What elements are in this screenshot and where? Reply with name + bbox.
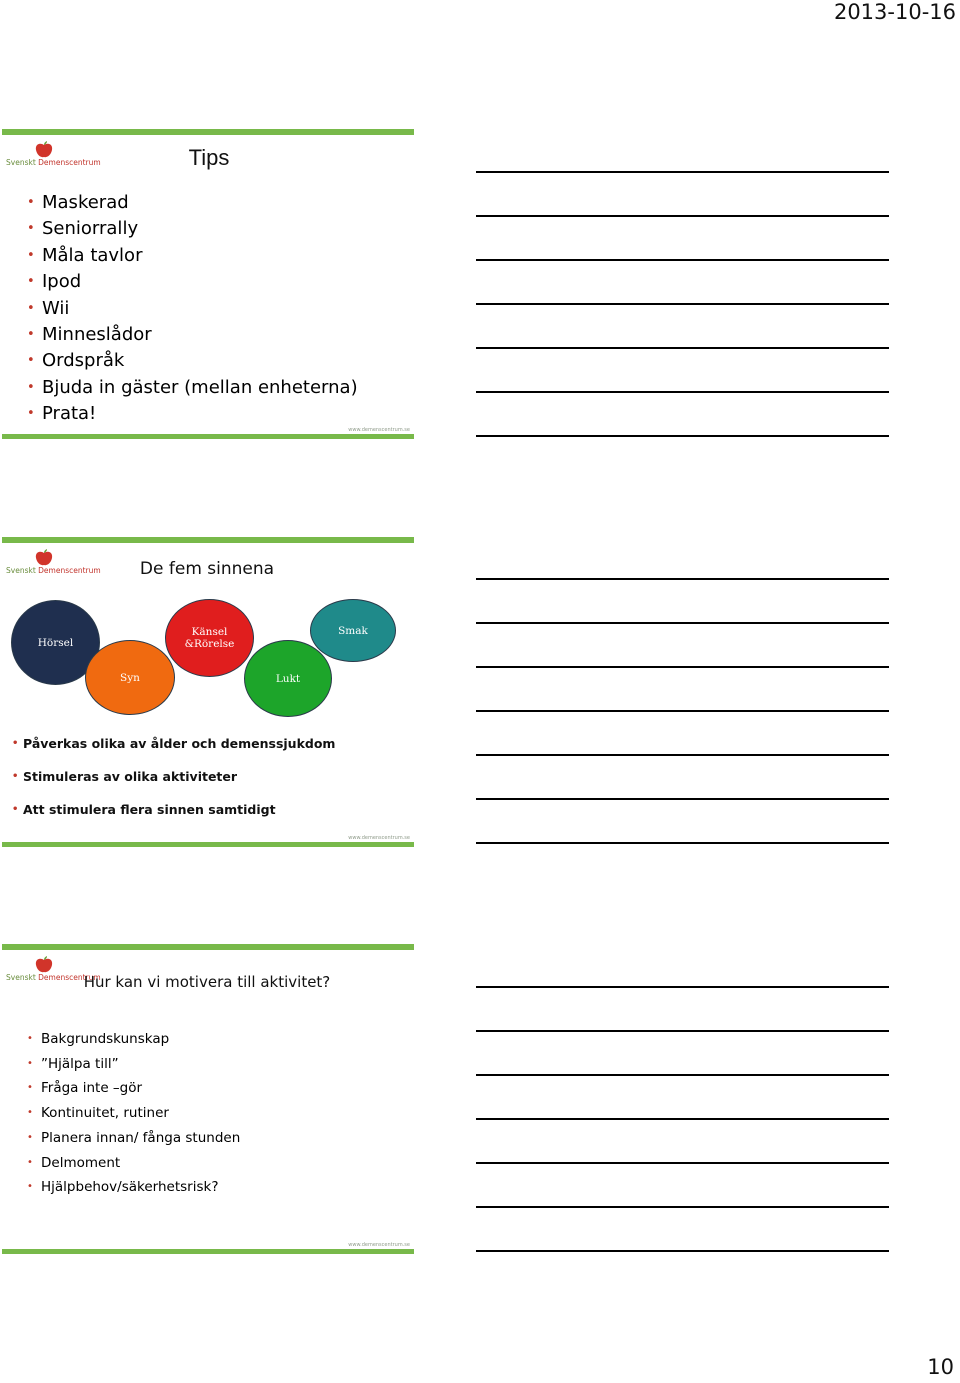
list-item: • Ipod	[42, 269, 358, 295]
note-line	[476, 842, 889, 844]
slide-title-text: Tips	[188, 145, 230, 170]
list-item: • Delmoment	[41, 1151, 240, 1176]
note-line	[476, 1074, 889, 1076]
list-item: • Fråga inte –gör	[41, 1076, 240, 1101]
list-item: • Bjuda in gäster (mellan enheterna)	[42, 375, 358, 401]
note-line	[476, 391, 889, 393]
note-line	[476, 215, 889, 217]
slide-title	[0, 973, 414, 991]
sense-circle-lukt	[244, 640, 332, 717]
note-line	[476, 171, 889, 173]
slide-title	[0, 145, 414, 171]
note-line	[476, 754, 889, 756]
note-line	[476, 303, 889, 305]
note-line	[476, 798, 889, 800]
footer-url: www.demenscentrum.se	[348, 835, 410, 841]
slide-bottom-bar	[2, 434, 414, 439]
sense-label: Lukt	[275, 672, 301, 685]
page-number: 10	[927, 1355, 954, 1379]
slide-title	[0, 559, 414, 579]
slide-top-bar	[2, 944, 414, 950]
sense-label-secondary: &Rörelse	[184, 638, 235, 650]
list-item: • Hjälpbehov/säkerhetsrisk?	[41, 1175, 240, 1200]
note-line	[476, 666, 889, 668]
list-item: • Bakgrundskunskap	[41, 1027, 240, 1052]
apple-logo-icon	[34, 956, 54, 974]
list-item: • ”Hjälpa till”	[41, 1052, 240, 1077]
list-item: • Ordspråk	[42, 348, 358, 374]
slide-top-bar	[2, 537, 414, 543]
list-item: • Måla tavlor	[42, 243, 358, 269]
slide-bottom-bar	[2, 1249, 414, 1254]
note-line	[476, 1118, 889, 1120]
list-item: • Seniorrally	[42, 216, 358, 242]
list-item: • Prata!	[42, 401, 358, 427]
footer-url: www.demenscentrum.se	[348, 427, 410, 433]
list-item: • Planera innan/ fånga stunden	[41, 1126, 240, 1151]
header-date: 2013-10-16	[833, 0, 956, 24]
slide-five-senses	[0, 537, 414, 847]
slide-title-text: De fem sinnena	[139, 559, 275, 579]
sense-label: Smak	[338, 624, 368, 637]
bullet-list	[41, 1027, 240, 1200]
logo-text-red: Demenscentrum	[38, 158, 101, 167]
sense-circle-syn	[85, 640, 175, 715]
note-line	[476, 347, 889, 349]
list-item: • Maskerad	[42, 190, 358, 216]
sense-circle-smak	[310, 599, 396, 662]
slide-title-text: Hur kan vi motivera till aktivitet?	[83, 973, 331, 991]
bullet-list	[42, 190, 358, 428]
bullet-list	[23, 727, 335, 826]
logo-text-green: Svenskt	[6, 973, 39, 982]
note-line	[476, 1162, 889, 1164]
note-line	[476, 1206, 889, 1208]
slide-motivation	[0, 944, 414, 1254]
logo-text-green: Svenskt	[6, 158, 39, 167]
list-item: • Minneslådor	[42, 322, 358, 348]
note-line	[476, 578, 889, 580]
note-line	[476, 1250, 889, 1252]
footer-url: www.demenscentrum.se	[348, 1242, 410, 1248]
slide-tips	[0, 129, 414, 439]
sense-label: Hörsel	[37, 636, 74, 649]
sense-circle-kansel	[165, 599, 254, 677]
note-line	[476, 435, 889, 437]
slide-top-bar	[2, 129, 414, 135]
list-item: • Wii	[42, 296, 358, 322]
note-line	[476, 622, 889, 624]
list-item: • Påverkas olika av ålder och demenssjukdom	[23, 727, 335, 760]
list-item: • Stimuleras av olika aktiviteter	[23, 760, 335, 793]
note-line	[476, 259, 889, 261]
note-line	[476, 986, 889, 988]
sense-label: Känsel	[191, 626, 228, 638]
slide-bottom-bar	[2, 842, 414, 847]
note-line	[476, 1030, 889, 1032]
logo-text-red: Demenscentrum	[38, 566, 101, 575]
list-item: • Kontinuitet, rutiner	[41, 1101, 240, 1126]
note-line	[476, 710, 889, 712]
sense-label: Syn	[120, 671, 140, 684]
logo-text-red: Demenscentrum	[38, 973, 101, 982]
logo-text-green: Svenskt	[6, 566, 39, 575]
list-item: • Att stimulera flera sinnen samtidigt	[23, 793, 335, 826]
